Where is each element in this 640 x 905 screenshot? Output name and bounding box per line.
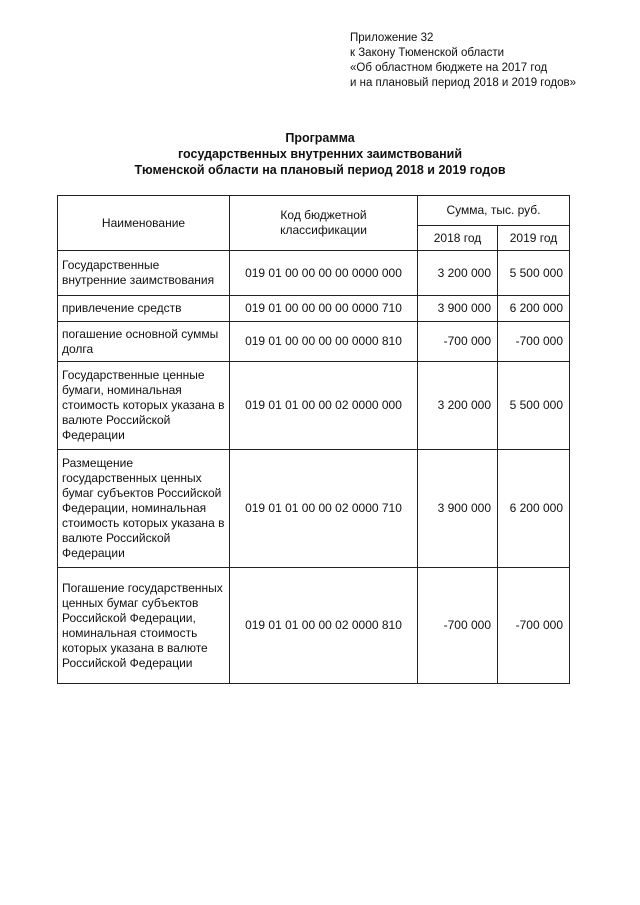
header-sum: Сумма, тыс. руб. — [418, 196, 570, 226]
header-year-2018: 2018 год — [418, 226, 498, 251]
row-code: 019 01 01 00 00 02 0000 710 — [230, 450, 418, 568]
table-row — [58, 362, 570, 450]
annex-header — [350, 31, 576, 91]
row-value-2019: 5 500 000 — [498, 251, 570, 296]
annex-line: и на плановый период 2018 и 2019 годов» — [350, 77, 576, 89]
row-code: 019 01 00 00 00 00 0000 000 — [230, 251, 418, 296]
row-name: погашение основной суммы долга — [58, 322, 230, 362]
row-value-2018: 3 900 000 — [418, 296, 498, 322]
row-name: Размещение государственных ценных бумаг субъектов Российской Федерации, номинальная стоимость которых указана в валюте Российской Федерации — [58, 450, 230, 568]
row-code: 019 01 00 00 00 00 0000 810 — [230, 322, 418, 362]
annex-line: «Об областном бюджете на 2017 год — [350, 62, 548, 74]
row-value-2019: 6 200 000 — [498, 450, 570, 568]
annex-line: к Закону Тюменской области — [350, 47, 505, 59]
row-value-2018: -700 000 — [418, 322, 498, 362]
row-value-2019: -700 000 — [498, 322, 570, 362]
table-row — [58, 322, 570, 362]
title-line: Программа — [285, 131, 355, 145]
row-code: 019 01 01 00 00 02 0000 810 — [230, 568, 418, 684]
row-value-2018: 3 200 000 — [418, 362, 498, 450]
row-value-2019: 6 200 000 — [498, 296, 570, 322]
header-name: Наименование — [58, 196, 230, 251]
table-row — [58, 251, 570, 296]
table-row — [58, 296, 570, 322]
row-value-2018: 3 200 000 — [418, 251, 498, 296]
row-name: Государственные внутренние заимствования — [58, 251, 230, 296]
table-row — [58, 568, 570, 684]
row-value-2019: -700 000 — [498, 568, 570, 684]
row-value-2018: 3 900 000 — [418, 450, 498, 568]
title-line: государственных внутренних заимствований — [177, 147, 462, 161]
header-code: Код бюджетной классификации — [230, 196, 418, 251]
row-name: Погашение государственных ценных бумаг субъектов Российской Федерации, номинальная стоимость которых указана в валюте Российской Федерации — [58, 568, 230, 684]
row-code: 019 01 00 00 00 00 0000 710 — [230, 296, 418, 322]
row-value-2018: -700 000 — [418, 568, 498, 684]
document-title — [0, 130, 640, 178]
borrowing-program-table — [57, 195, 570, 684]
row-name: привлечение средств — [58, 296, 230, 322]
row-code: 019 01 01 00 00 02 0000 000 — [230, 362, 418, 450]
annex-line: Приложение 32 — [350, 32, 434, 44]
title-line: Тюменской области на плановый период 2018 и 2019 годов — [134, 163, 506, 177]
row-name: Государственные ценные бумаги, номинальная стоимость которых указана в валюте Российской Федерации — [58, 362, 230, 450]
header-year-2019: 2019 год — [498, 226, 570, 251]
table-row — [58, 450, 570, 568]
row-value-2019: 5 500 000 — [498, 362, 570, 450]
